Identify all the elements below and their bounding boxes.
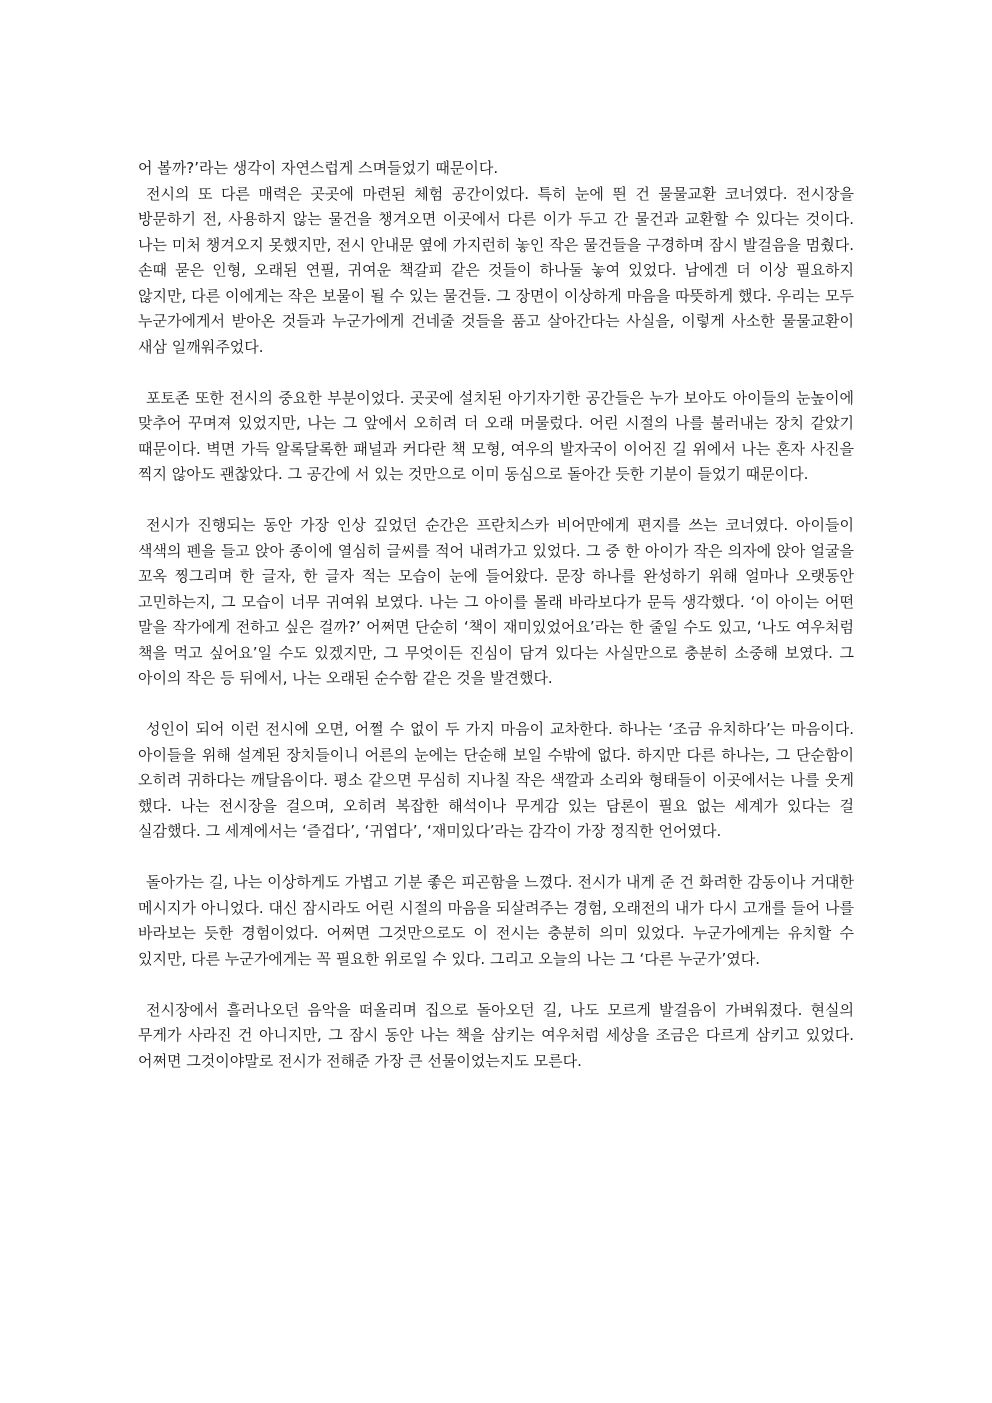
paragraph-exchange-corner: 전시의 또 다른 매력은 곳곳에 마련된 체험 공간이었다. 특히 눈에 띈 건 물물교환 코너였다. 전시장을 방문하기 전, 사용하지 않는 물건을 챙겨오면 이곳에서 다른 이가 두고 간 물건과 교환할 수 있다는 것이다. 나는 미처 챙겨오지 못했지만, 전시 안내문 옆에 가지런히 놓인 작은 물건들을 구경하며 잠시 발걸음을 멈췄다. 손때 묻은 인형, 오래된 연필, 귀여운 책갈피 같은 것들이 하나둘 놓여 있었다. 남에겐 더 이상 필요하지 않지만, 다른 이에게는 작은 보물이 될 수 있는 물건들. 그 장면이 이상하게 마음을 따뜻하게 했다. 우리는 모두 누군가에게서 받아온 것들과 누군가에게 건네줄 것들을 품고 살아간다는 사실을, 이렇게 사소한 물물교환이 새삼 일깨워주었다. (138, 184, 854, 356)
paragraph-photo-zone: 포토존 또한 전시의 중요한 부분이었다. 곳곳에 설치된 아기자기한 공간들은 누가 보아도 아이들의 눈높이에 맞추어 꾸며져 있었지만, 나는 그 앞에서 오히려 더 오래 머물렀다. 어린 시절의 나를 불러내는 장치 같았기 때문이다. 벽면 가득 알록달록한 패널과 커다란 책 모형, 여우의 발자국이 이어진 길 위에서 나는 혼자 사진을 찍지 않아도 괜찮았다. 그 공간에 서 있는 것만으로 이미 동심으로 돌아간 듯한 기분이 들었기 때문이다. (138, 388, 854, 483)
paragraph-adult-feelings: 성인이 되어 이런 전시에 오면, 어쩔 수 없이 두 가지 마음이 교차한다. 하나는 ‘조금 유치하다’는 마음이다. 아이들을 위해 설계된 장치들이니 어른의 눈에는 단순해 보일 수밖에 없다. 하지만 다른 하나는, 그 단순함이 오히려 귀하다는 깨달음이다. 평소 같으면 무심히 지나칠 작은 색깔과 소리와 형태들이 이곳에서는 나를 웃게 했다. 나는 전시장을 걸으며, 오히려 복잡한 해석이나 무게감 있는 담론이 필요 없는 세계가 있다는 걸 실감했다. 그 세계에서는 ‘즐겁다’, ‘귀엽다’, ‘재미있다’라는 감각이 가장 정직한 언어였다. (138, 720, 854, 840)
paragraph-closing: 전시장에서 흘러나오던 음악을 떠올리며 집으로 돌아오던 길, 나도 모르게 발걸음이 가벼워졌다. 현실의 무게가 사라진 건 아니지만, 그 잠시 동안 나는 책을 삼키는 여우처럼 세상을 조금은 다르게 삼키고 있었다. 어쩌면 그것이야말로 전시가 전해준 가장 큰 선물이었는지도 모른다. (138, 1000, 854, 1070)
paragraph-continued: 어 볼까?’라는 생각이 자연스럽게 스며들었기 때문이다. (138, 159, 499, 177)
paragraph-way-home: 돌아가는 길, 나는 이상하게도 가볍고 기분 좋은 피곤함을 느꼈다. 전시가 내게 준 건 화려한 감동이나 거대한 메시지가 아니었다. 대신 잠시라도 어린 시절의 마음을 되살려주는 경험, 오래전의 내가 다시 고개를 들어 나를 바라보는 듯한 경험이었다. 어쩌면 그것만으로도 이 전시는 충분히 의미 있었다. 누군가에게는 유치할 수 있지만, 다른 누군가에게는 꼭 필요한 위로일 수 있다. 그리고 오늘의 나는 그 ‘다른 누군가’였다. (138, 873, 854, 968)
paragraph-letter-corner: 전시가 진행되는 동안 가장 인상 깊었던 순간은 프란치스카 비어만에게 편지를 쓰는 코너였다. 아이들이 색색의 펜을 들고 앉아 종이에 열심히 글씨를 적어 내려가고 있었다. 그 중 한 아이가 작은 의자에 앉아 얼굴을 꼬옥 찡그리며 한 글자, 한 글자 적는 모습이 눈에 들어왔다. 문장 하나를 완성하기 위해 얼마나 오랫동안 고민하는지, 그 모습이 너무 귀여워 보였다. 나는 그 아이를 몰래 바라보다가 문득 생각했다. ‘이 아이는 어떤 말을 작가에게 전하고 싶은 걸까?’ 어쩌면 단순히 ‘책이 재미있었어요’라는 한 줄일 수도 있고, ‘나도 여우처럼 책을 먹고 싶어요’일 수도 있겠지만, 그 무엇이든 진심이 담겨 있다는 사실만으로 충분히 소중해 보였다. 그 아이의 작은 등 뒤에서, 나는 오래된 순수함 같은 것을 발견했다. (138, 516, 854, 687)
document-body (138, 156, 854, 1074)
